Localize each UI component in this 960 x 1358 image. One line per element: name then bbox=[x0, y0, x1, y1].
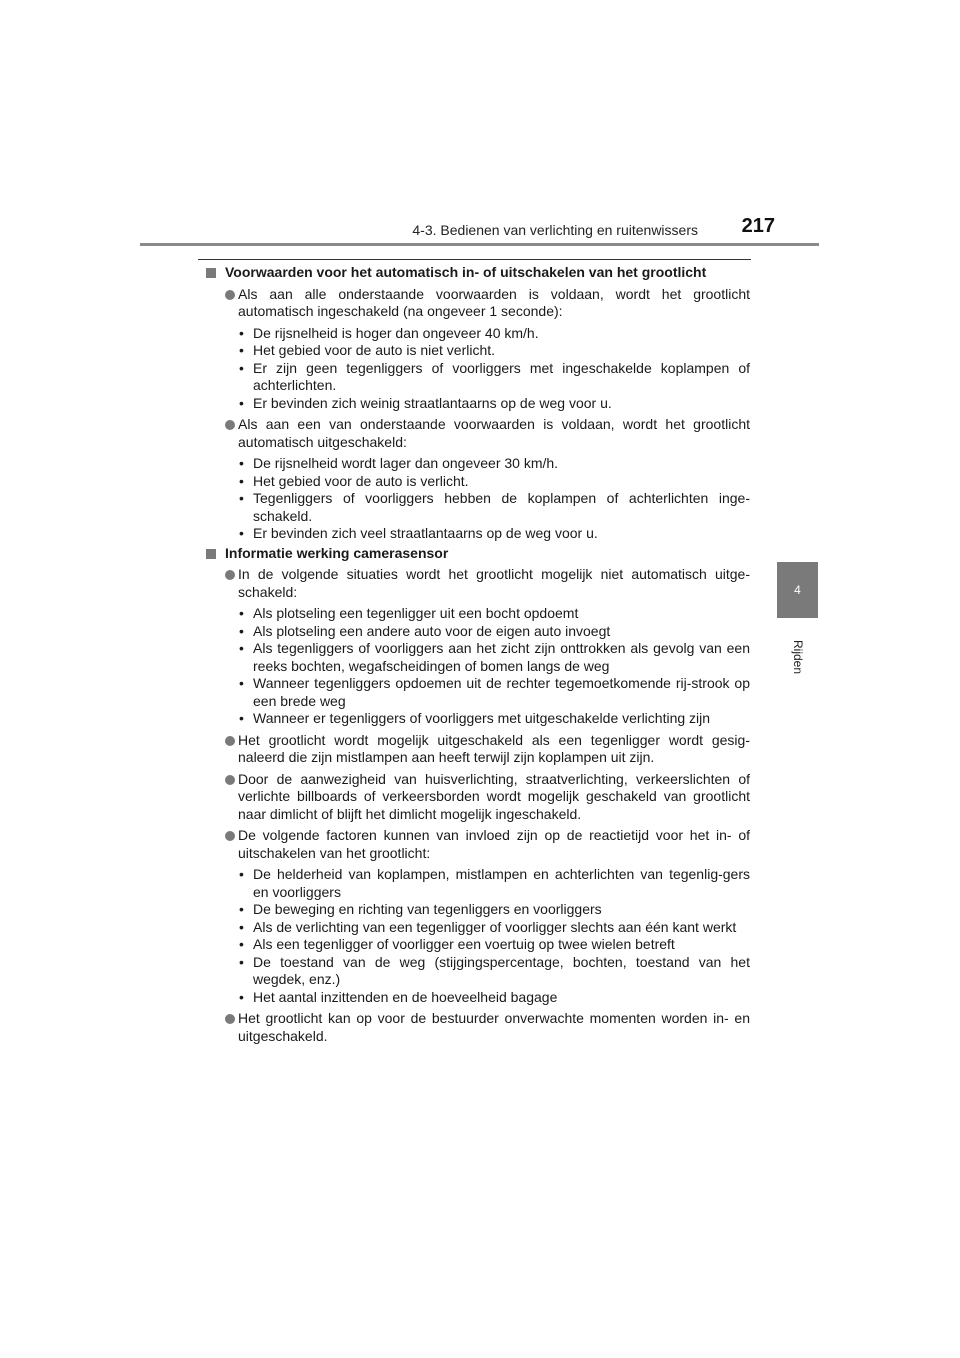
list-item bbox=[238, 936, 750, 954]
bullet-text: Als aan een van onderstaande voorwaarden is voldaan, wordt het grootlicht automatisch uitgeschakeld: bbox=[238, 416, 750, 450]
small-bullet-icon: • bbox=[239, 988, 244, 1005]
section-heading bbox=[205, 545, 750, 563]
small-bullet-icon: • bbox=[239, 472, 244, 489]
round-bullet-icon bbox=[225, 736, 235, 746]
round-bullet-icon bbox=[225, 570, 235, 580]
list-item-text: Wanneer tegenliggers opdoemen uit de rechter tegemoetkomende rij-strook op een brede weg bbox=[253, 675, 750, 709]
list-item bbox=[238, 989, 750, 1007]
small-bullet-icon: • bbox=[239, 953, 244, 970]
sub-list bbox=[238, 605, 750, 728]
list-item bbox=[238, 395, 750, 413]
page-number: 217 bbox=[741, 215, 775, 237]
section-heading bbox=[205, 264, 750, 282]
round-bullet-icon bbox=[225, 420, 235, 430]
small-bullet-icon: • bbox=[239, 490, 244, 506]
square-bullet-icon bbox=[206, 549, 216, 559]
small-bullet-icon: • bbox=[239, 622, 244, 639]
sub-list bbox=[238, 325, 750, 413]
list-item bbox=[238, 360, 750, 395]
bullet-paragraph bbox=[205, 1010, 750, 1045]
bullet-text: In de volgende situaties wordt het grootlicht mogelijk niet automatisch uitge-schakeld: bbox=[238, 566, 750, 600]
list-item-text: Er zijn geen tegenliggers of voorliggers met ingeschakelde koplampen of achterlichten. bbox=[253, 359, 750, 393]
main-content bbox=[205, 264, 750, 1045]
list-item bbox=[238, 866, 750, 901]
small-bullet-icon: • bbox=[239, 525, 244, 541]
section-heading-text: Informatie werking camerasensor bbox=[225, 544, 449, 561]
bullet-paragraph bbox=[205, 416, 750, 451]
section-divider bbox=[198, 259, 751, 260]
sub-list bbox=[238, 866, 750, 1006]
round-bullet-icon bbox=[225, 290, 235, 300]
list-item-text: Als plotseling een tegenligger uit een bocht opdoemt bbox=[253, 605, 579, 621]
small-bullet-icon: • bbox=[239, 394, 244, 411]
small-bullet-icon: • bbox=[239, 605, 244, 621]
list-item-text: De toestand van de weg (stijgingspercentage, bochten, toestand van het wegdek, enz.) bbox=[253, 953, 750, 987]
bullet-paragraph bbox=[205, 732, 750, 767]
small-bullet-icon: • bbox=[239, 455, 244, 471]
small-bullet-icon: • bbox=[239, 640, 244, 656]
bullet-paragraph bbox=[205, 566, 750, 601]
list-item-text: Het gebied voor de auto is niet verlicht. bbox=[253, 342, 496, 358]
small-bullet-icon: • bbox=[239, 675, 244, 691]
list-item bbox=[238, 954, 750, 989]
chapter-label: Rijden bbox=[791, 639, 805, 675]
list-item bbox=[238, 525, 750, 543]
small-bullet-icon: • bbox=[239, 936, 244, 952]
list-item bbox=[238, 473, 750, 491]
chapter-tab: 4 bbox=[777, 562, 818, 618]
list-item-text: Er bevinden zich veel straatlantaarns op de weg voor u. bbox=[253, 525, 598, 541]
bullet-paragraph bbox=[205, 827, 750, 862]
small-bullet-icon: • bbox=[239, 342, 244, 358]
round-bullet-icon bbox=[225, 775, 235, 785]
small-bullet-icon: • bbox=[239, 710, 244, 726]
bullet-paragraph bbox=[205, 771, 750, 824]
bullet-text: Als aan alle onderstaande voorwaarden is voldaan, wordt het grootlicht automatisch ingeschakeld (na ongeveer 1 seconde): bbox=[238, 285, 750, 319]
list-item-text: De rijsnelheid wordt lager dan ongeveer 30 km/h. bbox=[253, 455, 559, 471]
section-title: 4-3. Bedienen van verlichting en ruitenwissers bbox=[412, 222, 698, 238]
list-item bbox=[238, 490, 750, 525]
list-item-text: Wanneer er tegenliggers of voorliggers met uitgeschakelde verlichting zijn bbox=[253, 710, 711, 726]
list-item-text: De rijsnelheid is hoger dan ongeveer 40 km/h. bbox=[253, 324, 539, 341]
list-item bbox=[238, 640, 750, 675]
list-item bbox=[238, 623, 750, 641]
list-item bbox=[238, 675, 750, 710]
list-item-text: Als plotseling een andere auto voor de eigen auto invoegt bbox=[253, 622, 611, 639]
list-item bbox=[238, 605, 750, 623]
list-item bbox=[238, 919, 750, 937]
small-bullet-icon: • bbox=[239, 866, 244, 882]
bullet-text: Het grootlicht kan op voor de bestuurder onverwachte momenten worden in- en uitgeschakeld. bbox=[238, 1010, 750, 1044]
list-item bbox=[238, 901, 750, 919]
small-bullet-icon: • bbox=[239, 918, 244, 935]
small-bullet-icon: • bbox=[239, 359, 244, 376]
bullet-text: Door de aanwezigheid van huisverlichting, straatverlichting, verkeerslichten of verlichte billboards of verkeersborden wordt mogelijk geschakeld van grootlicht naar dimlicht of blijft het dimlicht mogelijk ingeschakeld. bbox=[238, 770, 750, 822]
list-item-text: De beweging en richting van tegenliggers en voorliggers bbox=[253, 901, 602, 917]
list-item-text: Als de verlichting van een tegenligger of voorligger slechts aan één kant werkt bbox=[253, 918, 737, 935]
small-bullet-icon: • bbox=[239, 324, 244, 341]
list-item-text: Het gebied voor de auto is verlicht. bbox=[253, 472, 469, 489]
sub-list bbox=[238, 455, 750, 543]
list-item-text: Er bevinden zich weinig straatlantaarns op de weg voor u. bbox=[253, 394, 612, 411]
list-item-text: De helderheid van koplampen, mistlampen en achterlichten van tegenlig-gers en voorliggers bbox=[253, 866, 750, 900]
list-item-text: Tegenliggers of voorliggers hebben de koplampen of achterlichten inge-schakeld. bbox=[253, 490, 750, 524]
list-item bbox=[238, 455, 750, 473]
bullet-text: De volgende factoren kunnen van invloed zijn op de reactietijd voor het in- of uitschakelen van het grootlicht: bbox=[238, 827, 750, 861]
bullet-paragraph bbox=[205, 286, 750, 321]
bullet-text: Het grootlicht wordt mogelijk uitgeschakeld als een tegenligger wordt gesig-naleerd die zijn mistlampen aan heeft terwijl zijn koplampen uit zijn. bbox=[238, 731, 750, 765]
list-item-text: Als tegenliggers of voorliggers aan het zicht zijn onttrokken als gevolg van een reeks bochten, wegafscheidingen of bomen langs de weg bbox=[253, 640, 750, 674]
header-divider bbox=[140, 243, 819, 246]
round-bullet-icon bbox=[225, 831, 235, 841]
list-item bbox=[238, 342, 750, 360]
square-bullet-icon bbox=[206, 268, 216, 278]
section-heading-text: Voorwaarden voor het automatisch in- of uitschakelen van het grootlicht bbox=[225, 264, 707, 280]
small-bullet-icon: • bbox=[239, 901, 244, 917]
round-bullet-icon bbox=[225, 1014, 235, 1024]
list-item-text: Als een tegenligger of voorligger een voertuig op twee wielen betreft bbox=[253, 936, 675, 952]
list-item bbox=[238, 710, 750, 728]
list-item bbox=[238, 325, 750, 343]
list-item-text: Het aantal inzittenden en de hoeveelheid bagage bbox=[253, 988, 558, 1005]
